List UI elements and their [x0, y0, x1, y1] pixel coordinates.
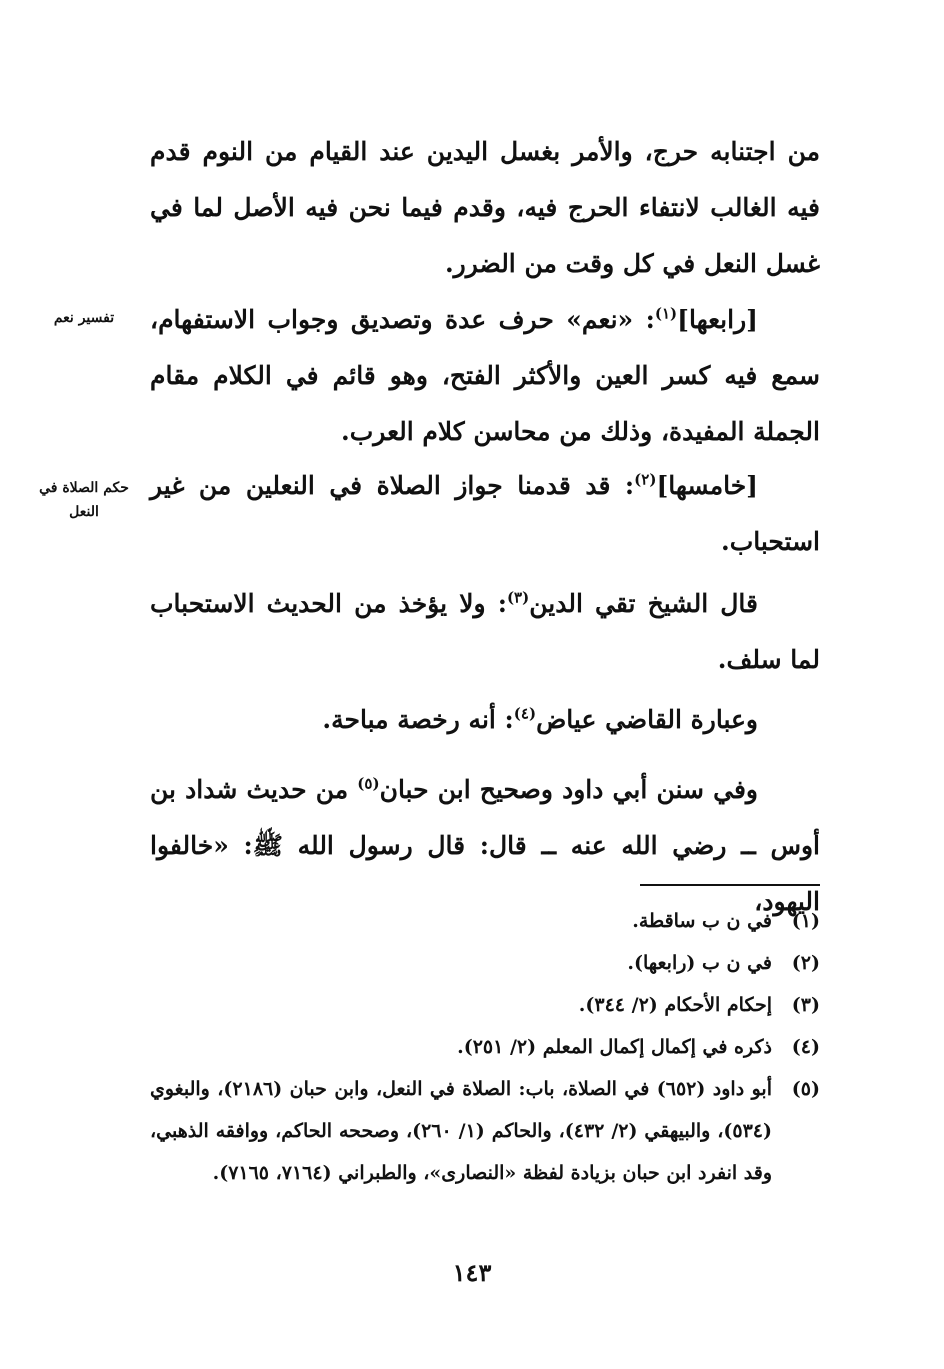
paragraph-1 [150, 124, 820, 292]
footnote-separator [640, 884, 820, 886]
marginal-note-1: تفسير نعم [53, 310, 115, 326]
paragraph-5 [150, 692, 820, 748]
footnote-3 [150, 984, 820, 1026]
footnote-text: ذكره في إكمال إكمال المعلم (٢/ ٢٥١). [457, 1036, 772, 1058]
footnote-ref-4[interactable]: (٤) [513, 704, 537, 723]
paragraph-6-text: من حديث شداد بن أوس ــ رضي الله عنه ــ قال: قال رسول الله ﷺ: «خالفوا اليهود، [150, 775, 820, 916]
paragraph-5-lead: وعبارة القاضي عياض [536, 705, 758, 734]
footnote-1 [150, 900, 820, 942]
footnote-number: (٥) [791, 1078, 820, 1100]
footnote-number: (٢) [791, 952, 820, 974]
footnote-ref-1[interactable]: (١) [654, 304, 678, 323]
paragraph-3-lead: [خامسها] [656, 471, 758, 500]
paragraph-6-lead: وفي سنن أبي داود وصحيح ابن حبان [379, 775, 758, 804]
paragraph-5-text: : أنه رخصة مباحة. [322, 705, 514, 734]
footnote-5 [150, 1068, 820, 1194]
paragraph-2-text: : «نعم» حرف عدة وتصديق وجواب الاستفهام، سمع فيه كسر العين والأكثر الفتح، وهو قائم في الكلام مقام الجملة المفيدة، وذلك من محاسن كلام العرب. [150, 305, 820, 446]
footnote-text: أبو داود (٦٥٢) في الصلاة، باب: الصلاة في النعل، وابن حبان (٢١٨٦)، والبغوي (٥٣٤)، والبيهقي (٢/ ٤٣٢)، والحاكم (١/ ٢٦٠)، وصححه الحاكم، ووافقه الذهبي، وقد انفرد ابن حبان بزيادة لفظة «النصارى»، والطبراني (٧١٦٤، ٧١٦٥). [150, 1078, 772, 1184]
footnote-2 [150, 942, 820, 984]
marginal-note-2: حكم الصلاة في النعل [39, 480, 129, 520]
paragraph-3-text: : قد قدمنا جواز الصلاة في النعلين من غير استحباب. [150, 471, 820, 556]
footnote-number: (٤) [791, 1036, 820, 1058]
paragraph-4 [150, 576, 820, 688]
footnote-number: (١) [791, 910, 820, 932]
paragraph-2-lead: [رابعها] [677, 305, 758, 334]
paragraph-4-lead: قال الشيخ تقي الدين [529, 589, 758, 618]
footnote-4 [150, 1026, 820, 1068]
page-number: ١٤٣ [452, 1258, 492, 1287]
footnote-ref-3[interactable]: (٣) [506, 588, 530, 607]
footnote-number: (٣) [791, 994, 820, 1016]
paragraph-4-text: : ولا يؤخذ من الحديث الاستحباب لما سلف. [150, 589, 820, 674]
footnote-text: في ن ب (رابعها). [627, 952, 772, 974]
paragraph-2 [150, 292, 820, 460]
footnote-text: في ن ب ساقطة. [632, 910, 772, 932]
footnote-text: إحكام الأحكام (٢/ ٣٤٤). [578, 994, 772, 1016]
footnote-ref-5[interactable]: (٥) [357, 774, 380, 793]
paragraph-1-text: من اجتنابه حرج، والأمر بغسل اليدين عند القيام من النوم قدم فيه الغالب لانتفاء الحرج فيه، وقدم فيما نحن فيه الأصل لما في غسل النعل في كل وقت من الضرر. [150, 137, 820, 278]
paragraph-3 [150, 458, 820, 570]
footnotes [150, 900, 820, 1194]
footnote-ref-2[interactable]: (٢) [634, 470, 657, 489]
